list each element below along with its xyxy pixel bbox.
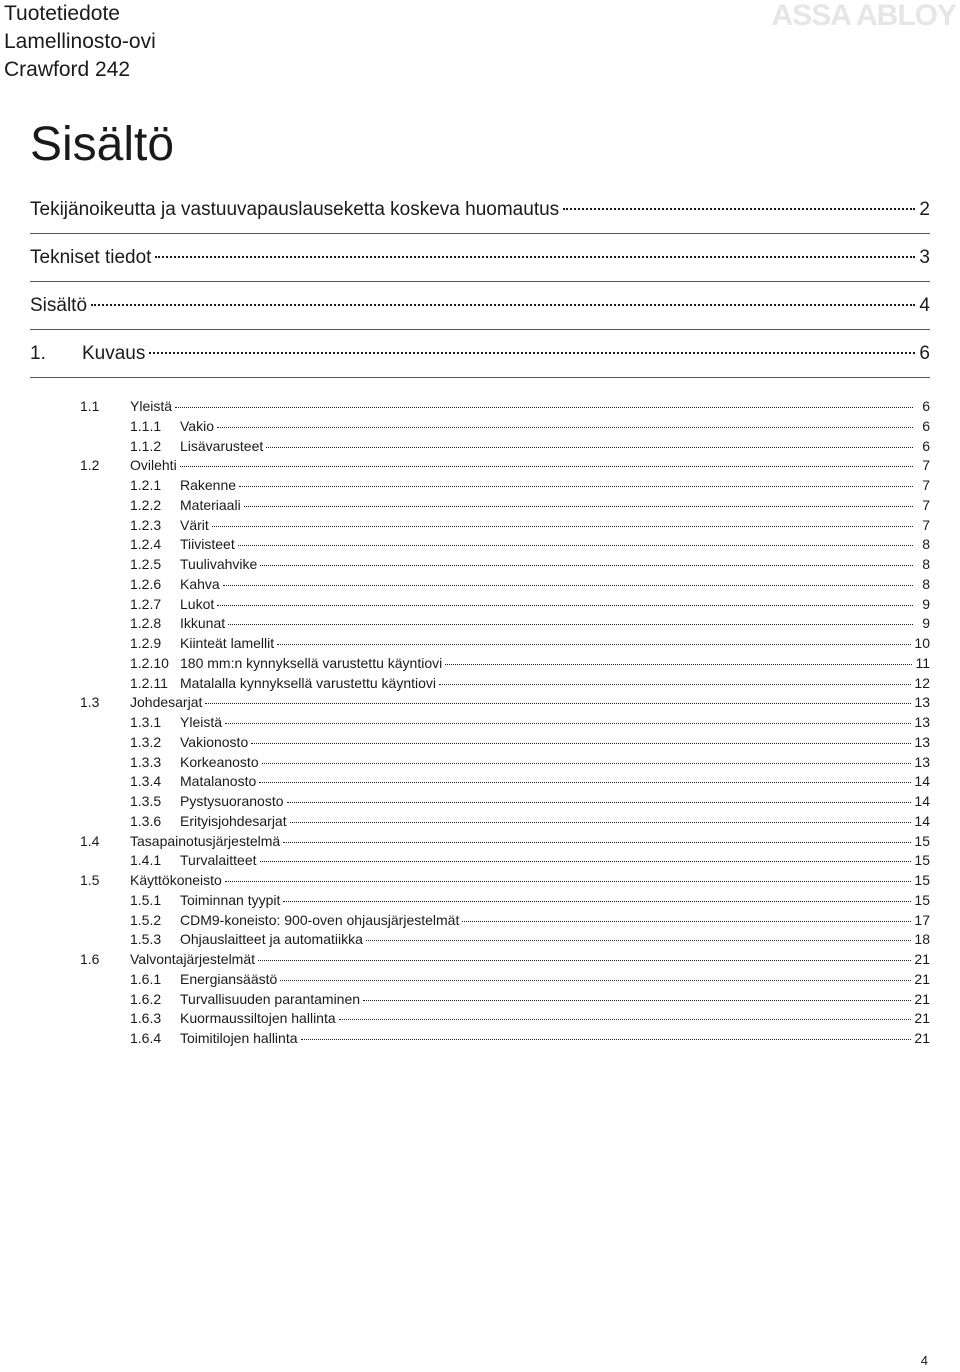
major-toc-entry[interactable]: [30, 186, 930, 234]
toc-entry-number: 1.2.11: [130, 674, 168, 691]
toc-entry-number: 1.2.1: [130, 477, 162, 493]
toc-entry-page: 7: [922, 496, 930, 513]
toc-entry-page: 15: [914, 891, 930, 908]
major-toc-entry[interactable]: [30, 282, 930, 330]
toc-entry-label: Kahva: [180, 575, 220, 592]
page-title: Sisältö: [30, 118, 175, 171]
toc-entry-number: 1.2.5: [130, 556, 162, 572]
dot-leader: [260, 847, 912, 862]
toc-entry-label: Vakionosto: [180, 733, 249, 750]
dot-leader: [280, 966, 911, 981]
toc-entry-page: 14: [914, 793, 930, 809]
toc-list: [80, 396, 930, 1048]
toc-entry-label: Erityisjohdesarjat: [180, 812, 287, 829]
dot-leader: [462, 907, 911, 922]
toc-entry-page: 4: [919, 295, 930, 316]
toc-entry-label: Turvalaitteet: [180, 852, 257, 869]
dot-leader: [225, 709, 911, 724]
toc-entry-number: 1.4.1: [130, 852, 162, 869]
toc-entry-label: Tekijänoikeutta ja vastuuvapauslauseketta koskeva huomautus: [30, 199, 560, 220]
toc-entry-page: 13: [914, 733, 930, 750]
dot-leader: [266, 433, 913, 448]
toc-entry-label: Tasapainotusjärjestelmä: [130, 832, 281, 849]
dot-leader: [155, 237, 915, 258]
dot-leader: [339, 1005, 912, 1020]
toc-entry-page: 6: [922, 417, 930, 434]
toc-entry-number: 1.1.2: [130, 437, 162, 454]
toc-entry-page: 6: [919, 343, 930, 364]
dot-leader: [212, 512, 913, 527]
toc-entry-page: 6: [922, 437, 930, 454]
dot-leader: [366, 926, 912, 941]
toc-entry-label: Valvontajärjestelmät: [130, 951, 256, 967]
toc-entry-label: Ikkunat: [180, 615, 226, 632]
dot-leader: [180, 452, 913, 467]
dot-leader: [228, 610, 913, 625]
dot-leader: [91, 285, 915, 306]
dot-leader: [363, 986, 911, 1001]
dot-leader: [251, 729, 911, 744]
toc-entry-page: 8: [922, 556, 930, 572]
toc-entry-number: 1.6.4: [130, 1030, 162, 1046]
toc-entry-number: 1.5.1: [130, 891, 162, 908]
dot-leader: [277, 630, 911, 645]
toc-entry-label: Johdesarjat: [130, 694, 203, 711]
toc-entry-number: 1.2.4: [130, 536, 162, 553]
dot-leader: [439, 670, 911, 685]
toc-entry-number: 1.3.1: [130, 714, 162, 730]
toc-entry-label: Toimitilojen hallinta: [180, 1030, 298, 1046]
toc-entry-page: 13: [914, 714, 930, 730]
toc-entry-number: 1.2.9: [130, 635, 162, 651]
toc-entry-page: 21: [914, 990, 930, 1007]
toc-entry-label: Ovilehti: [130, 457, 177, 474]
dot-leader: [301, 1025, 912, 1040]
toc-entry-label: Korkeanosto: [180, 753, 259, 770]
toc-entry-number: 1.6.1: [130, 970, 162, 987]
toc-entry[interactable]: [80, 1028, 930, 1048]
toc-entry-label: Sisältö: [30, 295, 88, 316]
dot-leader: [175, 393, 913, 408]
toc-entry-page: 14: [914, 773, 930, 790]
dot-leader: [445, 650, 912, 665]
toc-entry-number: 1.5.3: [130, 931, 162, 948]
toc-entry-page: 21: [914, 1010, 930, 1027]
major-toc-entry[interactable]: [30, 234, 930, 282]
toc-entry-page: 21: [914, 951, 930, 967]
dot-leader: [217, 413, 913, 428]
toc-entry-page: 18: [914, 931, 930, 948]
toc-entry-number: 1.2.3: [130, 516, 162, 533]
toc-entry-number: 1.5: [80, 872, 100, 888]
toc-entry-number: 1.2.8: [130, 615, 162, 632]
toc-entry-number: 1.1: [80, 398, 100, 414]
header-doc-type: Tuotetiedote: [4, 2, 120, 25]
toc-entry-page: 7: [922, 477, 930, 493]
toc-entry-label: Lisävarusteet: [180, 437, 264, 454]
dot-leader: [563, 189, 915, 210]
toc-entry-label: Matalanosto: [180, 773, 257, 790]
toc-entry-label: Tiivisteet: [180, 536, 235, 553]
toc-entry-page: 15: [914, 872, 930, 888]
toc-entry-number: 1.3.5: [130, 793, 162, 809]
major-toc-list: [30, 186, 930, 378]
toc-entry-page: 9: [922, 615, 930, 632]
toc-entry-number: 1.2: [80, 457, 100, 474]
toc-entry-label: Kiinteät lamellit: [180, 635, 275, 651]
dot-leader: [283, 828, 911, 843]
toc-entry-page: 2: [919, 199, 930, 220]
toc-entry-page: 8: [922, 575, 930, 592]
toc-entry-number: 1.2.7: [130, 595, 162, 612]
toc-entry-page: 7: [922, 516, 930, 533]
toc-entry-page: 9: [922, 595, 930, 612]
dot-leader: [205, 689, 911, 704]
toc-entry-page: 13: [914, 753, 930, 770]
toc-entry-number: 1.2.2: [130, 496, 162, 513]
toc-entry-number: 1.3: [80, 694, 100, 711]
dot-leader: [223, 571, 913, 586]
toc-entry-number: 1.3.4: [130, 773, 162, 790]
toc-entry-page: 17: [914, 911, 930, 928]
header-product-type: Lamellinosto-ovi: [4, 30, 156, 53]
major-toc-entry[interactable]: [30, 330, 930, 378]
toc-entry-number: 1.5.2: [130, 911, 162, 928]
toc-entry-number: 1.: [30, 343, 46, 364]
header-product-name: Crawford 242: [4, 58, 131, 81]
toc-entry-number: 1.2.10: [130, 654, 169, 671]
toc-entry-label: Kuormaussiltojen hallinta: [180, 1010, 336, 1027]
toc-entry-number: 1.1.1: [130, 417, 162, 434]
toc-entry-number: 1.2.6: [130, 575, 162, 592]
toc-entry-label: Vakio: [180, 417, 214, 434]
toc-entry-number: 1.6.2: [130, 990, 162, 1007]
dot-leader: [244, 492, 913, 507]
toc-entry-label: Rakenne: [180, 477, 237, 493]
dot-leader: [238, 531, 913, 546]
dot-leader: [239, 472, 913, 487]
toc-entry-label: Käyttökoneisto: [130, 872, 222, 888]
dot-leader: [259, 768, 911, 783]
dot-leader: [283, 887, 911, 902]
toc-entry-label: Värit: [180, 516, 209, 533]
toc-entry-label: Materiaali: [180, 496, 241, 513]
assa-abloy-logo: ASSA ABLOY: [771, 0, 956, 32]
toc-entry-page: 15: [914, 852, 930, 869]
toc-entry-label: Lukot: [180, 595, 215, 612]
toc-entry-page: 7: [922, 457, 930, 474]
toc-entry-page: 6: [922, 398, 930, 414]
dot-leader: [149, 333, 915, 354]
dot-leader: [262, 749, 912, 764]
toc-entry-label: Tekniset tiedot: [30, 247, 152, 268]
toc-entry-number: 1.3.3: [130, 753, 162, 770]
dot-leader: [260, 551, 913, 566]
toc-entry-page: 10: [914, 635, 930, 651]
dot-leader: [287, 788, 912, 803]
page-number: 4: [920, 1353, 928, 1368]
toc-entry-label: Yleistä: [180, 714, 223, 730]
toc-entry-number: 1.6: [80, 951, 100, 967]
toc-entry-number: 1.6.3: [130, 1010, 162, 1027]
toc-entry-page: 13: [914, 694, 930, 711]
toc-entry-number: 1.4: [80, 832, 100, 849]
toc-entry-page: 12: [914, 674, 930, 691]
toc-entry-number: 1.3.2: [130, 733, 162, 750]
toc-entry-number: 1.3.6: [130, 812, 162, 829]
toc-entry-label: Turvallisuuden parantaminen: [180, 990, 361, 1007]
toc-entry-label: Toiminnan tyypit: [180, 891, 281, 908]
toc-entry-label: Tuulivahvike: [180, 556, 258, 572]
toc-entry-page: 3: [919, 247, 930, 268]
toc-entry-label: Ohjauslaitteet ja automatiikka: [180, 931, 363, 948]
dot-leader: [217, 591, 913, 606]
dot-leader: [290, 808, 912, 823]
toc-entry-label: CDM9-koneisto: 900-oven ohjausjärjestelmät: [180, 911, 460, 928]
dot-leader: [225, 867, 912, 882]
toc-entry-label: 180 mm:n kynnyksellä varustettu käyntiovi: [180, 654, 443, 671]
toc-entry-label: Energiansäästö: [180, 970, 278, 987]
toc-entry-label: Kuvaus: [82, 343, 146, 364]
toc-entry-label: Pystysuoranosto: [180, 793, 284, 809]
document-header: [4, 0, 156, 84]
toc-entry-label: Matalalla kynnyksellä varustettu käyntiovi: [180, 674, 437, 691]
toc-entry-page: 21: [914, 970, 930, 987]
toc-entry-page: 14: [914, 812, 930, 829]
toc-entry-page: 8: [922, 536, 930, 553]
dot-leader: [258, 946, 911, 961]
toc-entry-label: Yleistä: [130, 398, 173, 414]
toc-entry-page: 21: [914, 1030, 930, 1046]
toc-entry-page: 11: [915, 654, 930, 671]
toc-entry-page: 15: [914, 832, 930, 849]
